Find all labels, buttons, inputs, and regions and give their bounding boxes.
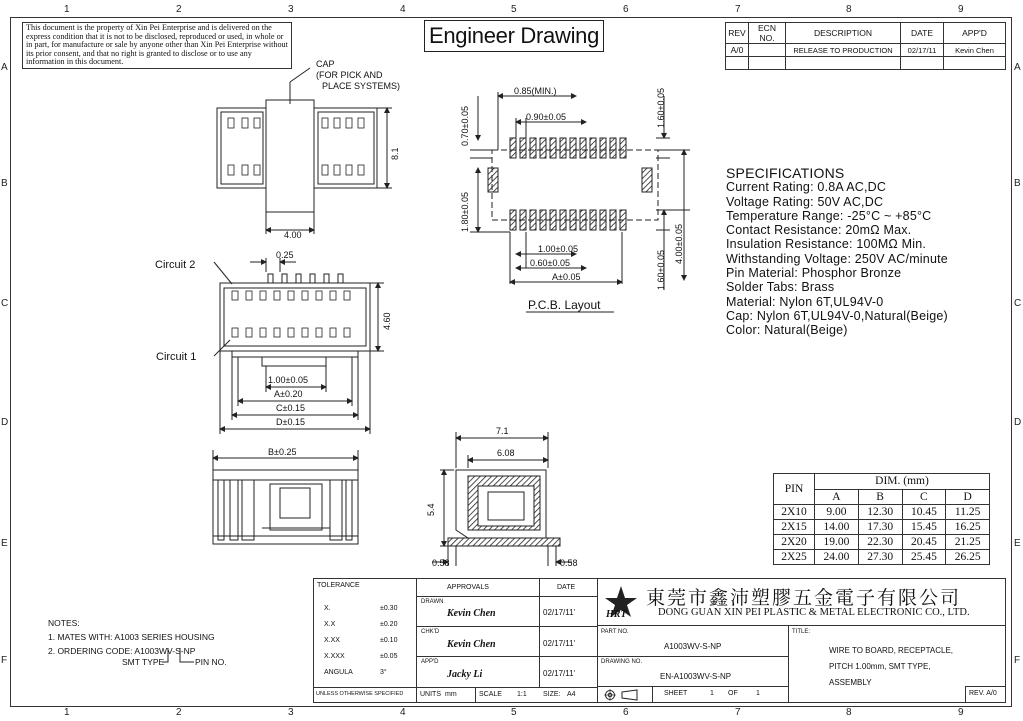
sheet-value: 1: [710, 690, 714, 697]
zone-col: 7: [735, 4, 741, 15]
spec-line: Contact Resistance: 20mΩ Max.: [726, 223, 912, 238]
spec-line: Insulation Resistance: 100MΩ Min.: [726, 237, 927, 252]
notes-title: NOTES:: [48, 618, 80, 628]
rev-cell: A/0: [726, 44, 749, 57]
table-cell: 10.45: [902, 505, 946, 520]
cap-label: (FOR PICK AND: [316, 70, 383, 80]
spec-line: Voltage Rating: 50V AC,DC: [726, 194, 884, 209]
units-label: UNITS: [420, 691, 441, 698]
zone-row: C: [1, 298, 9, 309]
table-cell: 2X15: [774, 520, 815, 535]
circuit-2-label: Circuit 2: [155, 259, 196, 271]
specifications: [726, 166, 948, 338]
table-row: [774, 505, 990, 520]
zone-col: 1: [64, 4, 70, 15]
title-block: [788, 625, 1006, 703]
pin-no-label: PIN NO.: [195, 657, 227, 667]
dim-label: B±0.25: [268, 447, 297, 457]
of-label: OF: [728, 690, 738, 697]
dimension-table: [773, 473, 990, 565]
table-cell: 2X10: [774, 505, 815, 520]
chkd-date: 02/17/11': [543, 639, 576, 648]
projection-symbol-icon: [604, 689, 640, 701]
chkd-label: CHK'D: [421, 629, 440, 635]
zone-col: 1: [64, 707, 70, 718]
ordering-code-leaders: [160, 648, 200, 668]
dim-col-header: A: [815, 489, 859, 505]
zone-row: B: [1, 178, 8, 189]
smt-type-label: SMT TYPE: [122, 657, 165, 667]
appd-label: APP'D: [421, 659, 439, 665]
zone-col: 7: [735, 707, 741, 718]
dim-label: A±0.20: [274, 389, 303, 399]
circuit-1-label: Circuit 1: [156, 351, 197, 363]
zone-col: 4: [400, 4, 406, 15]
zone-row: A: [1014, 62, 1021, 73]
zone-col: 3: [288, 4, 294, 15]
size-value: A4: [567, 691, 576, 698]
zone-col: 8: [846, 4, 852, 15]
dim-col-header: D: [946, 489, 990, 505]
front-view: [213, 450, 358, 544]
tolerance-key: X.XX: [324, 637, 340, 644]
drawing-no-value: EN-A1003WV-S-NP: [660, 672, 732, 681]
rev-cell: Kevin Chen: [944, 44, 1006, 57]
chkd-signature: Kevin Chen: [447, 639, 496, 650]
confidentiality-notice: This document is the property of Xin Pei Enterprise and is delivered on the express condition that it is not to be disclosed, reproduced or used, in whole or in part, for manufacture or sale by anyone other than Xin Pei Enterprise without its prior consent, and that no right is granted to disclose or to use any information in this document.: [22, 22, 292, 69]
dim-col-header: C: [902, 489, 946, 505]
table-cell: 21.25: [946, 535, 990, 550]
zone-col: 2: [176, 707, 182, 718]
pcb-dim: A±0.05: [552, 272, 581, 282]
approvals-title: APPROVALS: [447, 584, 489, 591]
tolerance-key: X.X: [324, 621, 336, 628]
spec-line: Material: Nylon 6T,UL94V-0: [726, 294, 884, 309]
table-cell: 12.30: [858, 505, 902, 520]
approvals-block: [416, 578, 598, 703]
rev-header: APP'D: [944, 23, 1006, 44]
zone-col: 2: [176, 4, 182, 15]
pcb-dim: 1.80±0.05: [460, 192, 470, 232]
rev-cell: RELEASE TO PRODUCTION: [786, 44, 901, 57]
note-line: 2. ORDERING CODE: A1003WV-S-NP: [48, 646, 196, 656]
dim-group-header: DIM. (mm): [815, 474, 990, 490]
table-cell: 25.45: [902, 550, 946, 565]
cap-label: CAP: [316, 59, 335, 69]
zone-row: E: [1, 538, 8, 549]
dim-label: C±0.15: [276, 403, 305, 413]
sheet-label: SHEET: [664, 690, 688, 697]
zone-row: A: [1, 62, 8, 73]
tolerance-block: [313, 578, 417, 703]
dim-label: 4.60: [382, 312, 392, 330]
pcb-layout-label: P.C.B. Layout: [528, 298, 601, 312]
title-line: WIRE TO BOARD, RECEPTACLE,: [829, 646, 954, 655]
table-row: [774, 520, 990, 535]
company-name-en: DONG GUAN XIN PEI PLASTIC & METAL ELECTRONIC CO., LTD.: [658, 607, 970, 618]
table-row: [774, 550, 990, 565]
zone-row: C: [1014, 298, 1022, 309]
pcb-dim: 1.60±0.05: [656, 250, 666, 290]
zone-col: 4: [400, 707, 406, 718]
scale-value: 1:1: [517, 691, 527, 698]
table-cell: 20.45: [902, 535, 946, 550]
title-label: TITLE:: [792, 629, 811, 635]
tolerance-val: 3°: [380, 669, 387, 676]
table-cell: 27.30: [858, 550, 902, 565]
pcb-dim: 1.00±0.05: [538, 244, 578, 254]
pcb-dim: 4.00±0.05: [674, 224, 684, 264]
spec-line: Withstanding Voltage: 250V AC/minute: [726, 251, 948, 266]
tolerance-val: ±0.30: [380, 605, 398, 612]
table-cell: 26.25: [946, 550, 990, 565]
zone-col: 3: [288, 707, 294, 718]
title-line: ASSEMBLY: [829, 678, 872, 687]
rev-header: ECN NO.: [749, 23, 786, 44]
dim-label: 7.1: [496, 426, 509, 436]
rev-header: REV: [726, 23, 749, 44]
pcb-dim: 0.70±0.05: [460, 106, 470, 146]
drawn-label: DRAWN: [421, 599, 444, 605]
tolerance-val: ±0.05: [380, 653, 398, 660]
zone-row: D: [1, 417, 9, 428]
zone-row: F: [1014, 655, 1021, 666]
rev-cell: 02/17/11: [901, 44, 944, 57]
drawing-title: Engineer Drawing: [424, 20, 604, 52]
spec-line: Temperature Range: -25°C ~ +85°C: [726, 208, 932, 223]
pcb-dim: 0.90±0.05: [526, 112, 566, 122]
table-cell: 17.30: [858, 520, 902, 535]
table-cell: 11.25: [946, 505, 990, 520]
specs-title: SPECIFICATIONS: [726, 165, 845, 181]
table-cell: 19.00: [815, 535, 859, 550]
pcb-dim: 1.60±0.05: [656, 88, 666, 128]
table-cell: 14.00: [815, 520, 859, 535]
table-cell: 9.00: [815, 505, 859, 520]
table-cell: 2X25: [774, 550, 815, 565]
zone-col: 6: [623, 707, 629, 718]
spec-line: Color: Natural(Beige): [726, 323, 848, 338]
company-block: [597, 578, 1006, 626]
table-cell: 24.00: [815, 550, 859, 565]
note-line: 1. MATES WITH: A1003 SERIES HOUSING: [48, 632, 215, 642]
zone-col: 6: [623, 4, 629, 15]
appd-signature: Jacky Li: [447, 669, 483, 680]
rev-header: DATE: [901, 23, 944, 44]
table-cell: 16.25: [946, 520, 990, 535]
top-view: [217, 68, 392, 234]
dim-label: 0.58: [560, 558, 578, 568]
pcb-dim: 0.85(MIN.): [514, 86, 557, 96]
tolerance-val: ±0.20: [380, 621, 398, 628]
dim-label: 0.25: [276, 250, 294, 260]
dim-label: 4.00: [284, 230, 302, 240]
dim-label: 1.00±0.05: [268, 375, 308, 385]
date-title: DATE: [557, 584, 576, 591]
dim-label: 6.08: [497, 448, 515, 458]
tolerance-key: X.: [324, 605, 331, 612]
zone-col: 9: [958, 4, 964, 15]
tolerance-key: ANGULA: [324, 669, 353, 676]
scale-label: SCALE: [479, 691, 502, 698]
drawing-no-label: DRAWING NO.: [601, 659, 643, 665]
table-cell: 22.30: [858, 535, 902, 550]
zone-col: 8: [846, 707, 852, 718]
dim-label: D±0.15: [276, 417, 305, 427]
table-cell: 2X20: [774, 535, 815, 550]
tolerance-val: ±0.10: [380, 637, 398, 644]
spec-line: Pin Material: Phosphor Bronze: [726, 266, 902, 281]
rev-value: REV. A/0: [969, 690, 997, 697]
drawn-signature: Kevin Chen: [447, 608, 496, 619]
zone-col: 5: [511, 707, 517, 718]
tolerance-title: TOLERANCE: [317, 582, 360, 589]
part-no-value: A1003WV-S-NP: [664, 642, 722, 651]
title-line: PITCH 1.00mm, SMT TYPE,: [829, 662, 931, 671]
company-logo-text: HRT: [606, 609, 627, 620]
part-block: [597, 625, 789, 703]
pcb-dim: 0.60±0.05: [530, 258, 570, 268]
dim-label: 0.58: [432, 558, 450, 568]
spec-line: Current Rating: 0.8A AC,DC: [726, 180, 887, 195]
units-value: mm: [445, 691, 457, 698]
tolerance-footer: UNLESS OTHERWISE SPECIFIED: [316, 691, 404, 697]
spec-line: Cap: Nylon 6T,UL94V-0,Natural(Beige): [726, 308, 948, 323]
table-row: [774, 535, 990, 550]
drawn-date: 02/17/11': [543, 608, 576, 617]
zone-row: F: [1, 655, 8, 666]
zone-col: 5: [511, 4, 517, 15]
rev-header: DESCRIPTION: [786, 23, 901, 44]
cap-label: PLACE SYSTEMS): [322, 81, 401, 91]
dim-label: 5.4: [426, 503, 436, 516]
part-no-label: PART NO.: [601, 629, 629, 635]
size-label: SIZE:: [543, 691, 561, 698]
of-value: 1: [756, 690, 760, 697]
zone-col: 9: [958, 707, 964, 718]
spec-line: Solder Tabs: Brass: [726, 280, 835, 295]
zone-row: E: [1014, 538, 1021, 549]
appd-date: 02/17/11': [543, 669, 576, 678]
zone-row: D: [1014, 417, 1022, 428]
dim-col-header: B: [858, 489, 902, 505]
tolerance-key: X.XXX: [324, 653, 345, 660]
dim-label: 8.1: [390, 147, 400, 160]
zone-row: B: [1014, 178, 1021, 189]
table-cell: 15.45: [902, 520, 946, 535]
dim-pin-header: PIN: [774, 474, 815, 505]
company-name-cn: 東莞市鑫沛塑膠五金電子有限公司: [646, 588, 962, 609]
